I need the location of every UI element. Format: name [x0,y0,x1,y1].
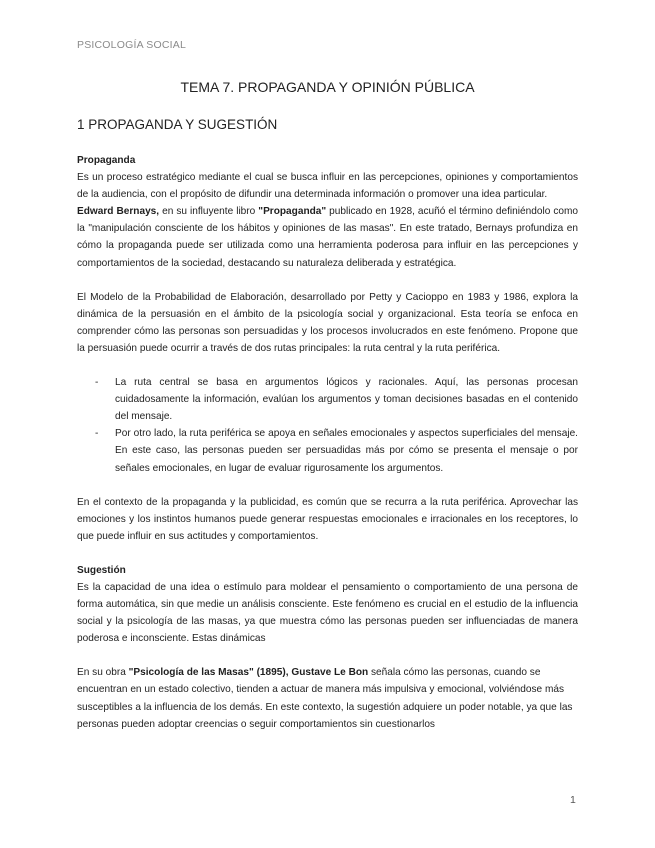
document-body [77,152,578,733]
propaganda-heading: Propaganda [77,155,136,166]
lebon-book: "Psicología de las Masas" (1895), Gustave Le Bon [128,667,369,679]
lebon-paragraph [77,664,578,732]
section-title: 1 PROPAGANDA Y SUGESTIÓN [77,117,278,132]
elaboration-paragraph: El Modelo de la Probabilidad de Elaboración, desarrollado por Petty y Cacioppo en 1983 y 1986, explora la dinámica de la persuasión en el ámbito de la psicología social y organizacional. Esta teoría se enfoca en comprender cómo las personas son persuadidas y los procesos involucrados en este fenómeno. Propone que la persuasión puede ocurrir a través de dos rutas principales: la ruta central y la ruta periférica. [77,291,578,354]
list-item-text: La ruta central se basa en argumentos lógicos y racionales. Aquí, las personas procesan cuidadosamente la información, evalúan los argumentos y toman decisiones basadas en el contenido del mensaje. [115,377,578,423]
list-item [77,425,578,476]
bullet-dash: - [95,377,99,389]
page-title: TEMA 7. PROPAGANDA Y OPINIÓN PÚBLICA [180,79,475,95]
context-paragraph: En el contexto de la propaganda y la publicidad, es común que se recurra a la ruta periférica. Aprovechar las emociones y los instintos humanos puede generar respuestas emocionales e irracionales en los receptores, lo que puede influir en sus actitudes y comportamientos. [77,496,578,542]
list-item-text: Por otro lado, la ruta periférica se apoya en señales emocionales y aspectos superficiales del mensaje. En este caso, las personas pueden ser persuadidas más por cómo se presenta el mensaje o por señales emocionales, en lugar de evaluar rigurosamente los argumentos. [115,428,578,474]
sugestion-heading: Sugestión [77,564,126,576]
lebon-text-1: En su obra [77,667,129,679]
bernays-text-2: publicado en 1928, acuñó el término definiéndolo como la "manipulación consciente de los hábitos y opiniones de las masas". En este tratado, Bernays profundiza en cómo la propaganda puede ser utilizada como una herramienta poderosa para influir en las percepciones y comportamientos de la sociedad, destacando su naturaleza deliberada y estratégica. [77,206,579,269]
bullet-dash: - [95,428,99,440]
lebon-text-2: señala cómo las personas, cuando se encuentran en un estado colectivo, tienden a actuar de manera más impulsiva y emocional, volviéndose más susceptibles a la influencia de los demás. En este contexto, la sugestión adquiere un poder notable, ya que las personas pueden adoptar creencias o seguir comportamientos sin cuestionarlos [77,667,573,730]
propaganda-definition: Es un proceso estratégico mediante el cual se busca influir en las percepciones, opiniones y comportamientos de la audiencia, con el propósito de difundir una determinada información o promover una idea particular. [77,172,578,201]
running-header: PSICOLOGÍA SOCIAL [77,39,187,51]
sugestion-definition: Es la capacidad de una idea o estímulo para moldear el pensamiento o comportamiento de una persona de forma automática, sin que medie un análisis consciente. Este fenómeno es crucial en el estudio de la influencia social y la psicología de las masas, ya que muestra cómo las personas pueden ser influenciadas de manera poderosa e inconsciente. Estas dinámicas [77,581,578,645]
list-item [77,374,578,425]
bernays-book: "Propaganda" [258,206,327,218]
route-list [77,374,578,477]
bernays-text-1: en su influyente libro [159,206,259,218]
page-number: 1 [570,794,576,806]
bernays-paragraph [77,203,578,271]
bernays-name: Edward Bernays, [77,206,160,218]
